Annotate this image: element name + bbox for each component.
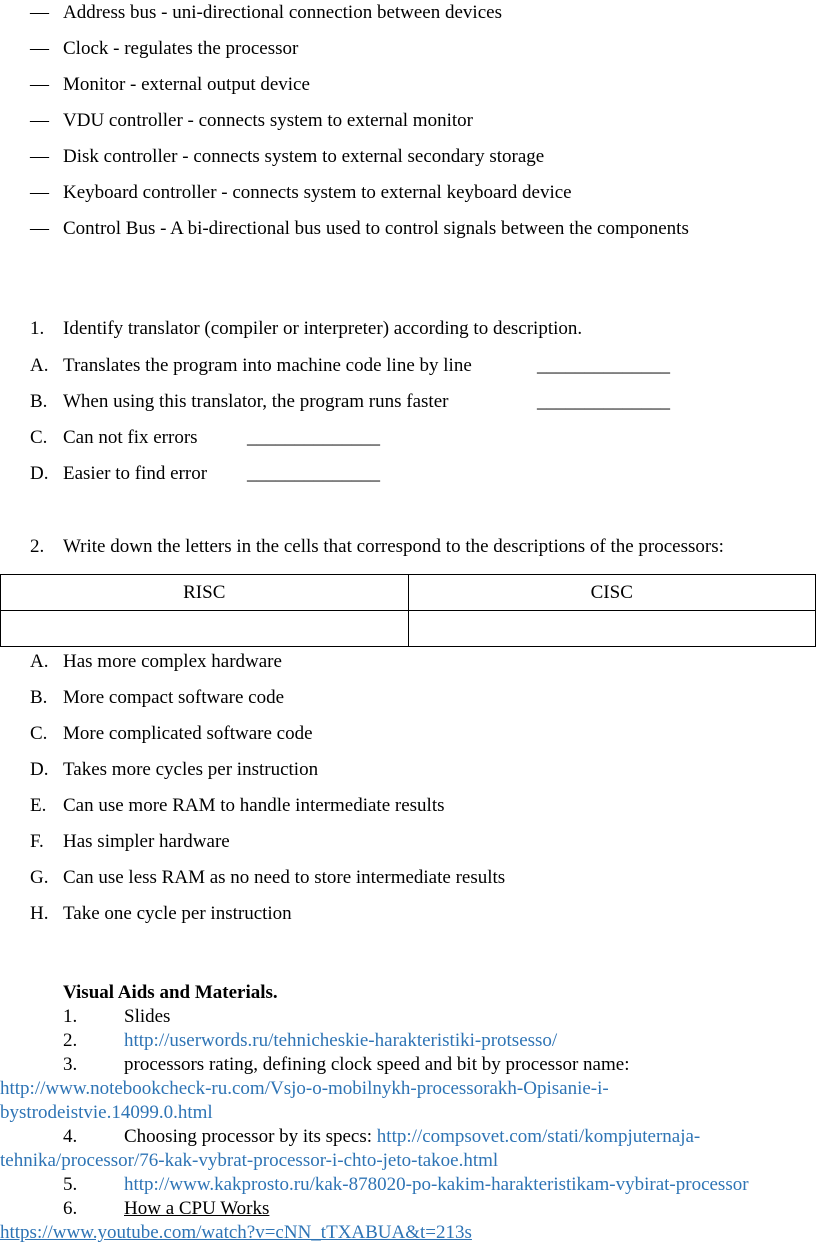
task-number: 2.	[30, 536, 45, 557]
item-text: Can use less RAM as no need to store intermediate results	[63, 867, 506, 888]
materials-heading: Visual Aids and Materials.	[63, 982, 278, 1003]
item-letter: D.	[30, 759, 49, 780]
item-text: Has more complex hardware	[63, 651, 282, 672]
item-letter: A.	[30, 355, 49, 376]
table-answer-row	[1, 611, 816, 647]
item-letter: A.	[30, 651, 49, 672]
item-number: 6.	[63, 1198, 78, 1219]
dash-marker: —	[30, 110, 49, 131]
item-letter: B.	[30, 687, 48, 708]
item-text: processors rating, defining clock speed and bit by processor name:	[124, 1054, 630, 1075]
answer-blank[interactable]: ______________	[247, 427, 380, 448]
cisc-answer-cell[interactable]	[408, 611, 816, 647]
list-item-text: VDU controller - connects system to external monitor	[63, 110, 473, 131]
item-text: Can not fix errors	[63, 427, 198, 448]
item-letter: H.	[30, 903, 49, 924]
task-number: 1.	[30, 318, 45, 339]
risc-answer-cell[interactable]	[1, 611, 409, 647]
item-number: 3.	[63, 1054, 78, 1075]
list-item-text: Control Bus - A bi-directional bus used to control signals between the components	[63, 218, 689, 239]
item-text: Translates the program into machine code line by line	[63, 355, 472, 376]
item-letter: C.	[30, 427, 48, 448]
item-text: Can use more RAM to handle intermediate results	[63, 795, 445, 816]
answer-blank[interactable]: ______________	[247, 463, 380, 484]
dash-marker: —	[30, 2, 49, 23]
youtube-link[interactable]: https://www.youtube.com/watch?v=cNN_tTXABUA&t=213s	[0, 1222, 472, 1243]
dash-marker: —	[30, 182, 49, 203]
list-item-text: Clock - regulates the processor	[63, 38, 299, 59]
list-item-text: Disk controller - connects system to external secondary storage	[63, 146, 545, 167]
answer-blank[interactable]: ______________	[537, 355, 670, 376]
item-letter: F.	[30, 831, 44, 852]
item-number: 1.	[63, 1006, 78, 1027]
processor-table	[0, 574, 816, 647]
item-text: Has simpler hardware	[63, 831, 230, 852]
dash-marker: —	[30, 146, 49, 167]
list-item-text: Keyboard controller - connects system to external keyboard device	[63, 182, 572, 203]
notebookcheck-link[interactable]: http://www.notebookcheck-ru.com/Vsjo-o-mobilnykh-processorakh-Opisanie-i-	[0, 1078, 609, 1099]
item-text: Easier to find error	[63, 463, 208, 484]
cpu-works-title[interactable]: How a CPU Works	[124, 1198, 270, 1219]
userwords-link[interactable]: http://userwords.ru/tehnicheskie-harakteristiki-protsesso/	[124, 1030, 558, 1051]
item-number: 4.	[63, 1126, 78, 1147]
item-letter: G.	[30, 867, 49, 888]
item-text: More complicated software code	[63, 723, 313, 744]
item-text: Takes more cycles per instruction	[63, 759, 319, 780]
item-letter: D.	[30, 463, 49, 484]
item-text: Slides	[124, 1006, 171, 1027]
task-title-text: Write down the letters in the cells that correspond to the descriptions of the processors:	[63, 536, 724, 557]
dash-marker: —	[30, 74, 49, 95]
dash-marker: —	[30, 218, 49, 239]
item-letter: C.	[30, 723, 48, 744]
item-text: Take one cycle per instruction	[63, 903, 292, 924]
list-item-text: Address bus - uni-directional connection between devices	[63, 2, 502, 23]
item-letter: E.	[30, 795, 47, 816]
table-header-row	[1, 575, 816, 611]
compsovet-link-cont[interactable]: tehnika/processor/76-kak-vybrat-processor-i-chto-jeto-takoe.html	[0, 1150, 499, 1171]
item-text: More compact software code	[63, 687, 285, 708]
kakprosto-link[interactable]: http://www.kakprosto.ru/kak-878020-po-kakim-harakteristikam-vybirat-processor	[124, 1174, 749, 1195]
task-title-text: Identify translator (compiler or interpreter) according to description.	[63, 318, 583, 339]
item-letter: B.	[30, 391, 48, 412]
list-item-text: Monitor - external output device	[63, 74, 310, 95]
notebookcheck-link-cont[interactable]: bystrodeistvie.14099.0.html	[0, 1102, 213, 1123]
item-number: 2.	[63, 1030, 78, 1051]
header-risc: RISC	[1, 575, 409, 611]
item-text: Choosing processor by its specs:	[124, 1126, 377, 1147]
item-text: When using this translator, the program runs faster	[63, 391, 449, 412]
dash-marker: —	[30, 38, 49, 59]
header-cisc: CISC	[408, 575, 816, 611]
item-number: 5.	[63, 1174, 78, 1195]
answer-blank[interactable]: ______________	[537, 391, 670, 412]
compsovet-link[interactable]: http://compsovet.com/stati/kompjuternaja-	[376, 1126, 701, 1147]
